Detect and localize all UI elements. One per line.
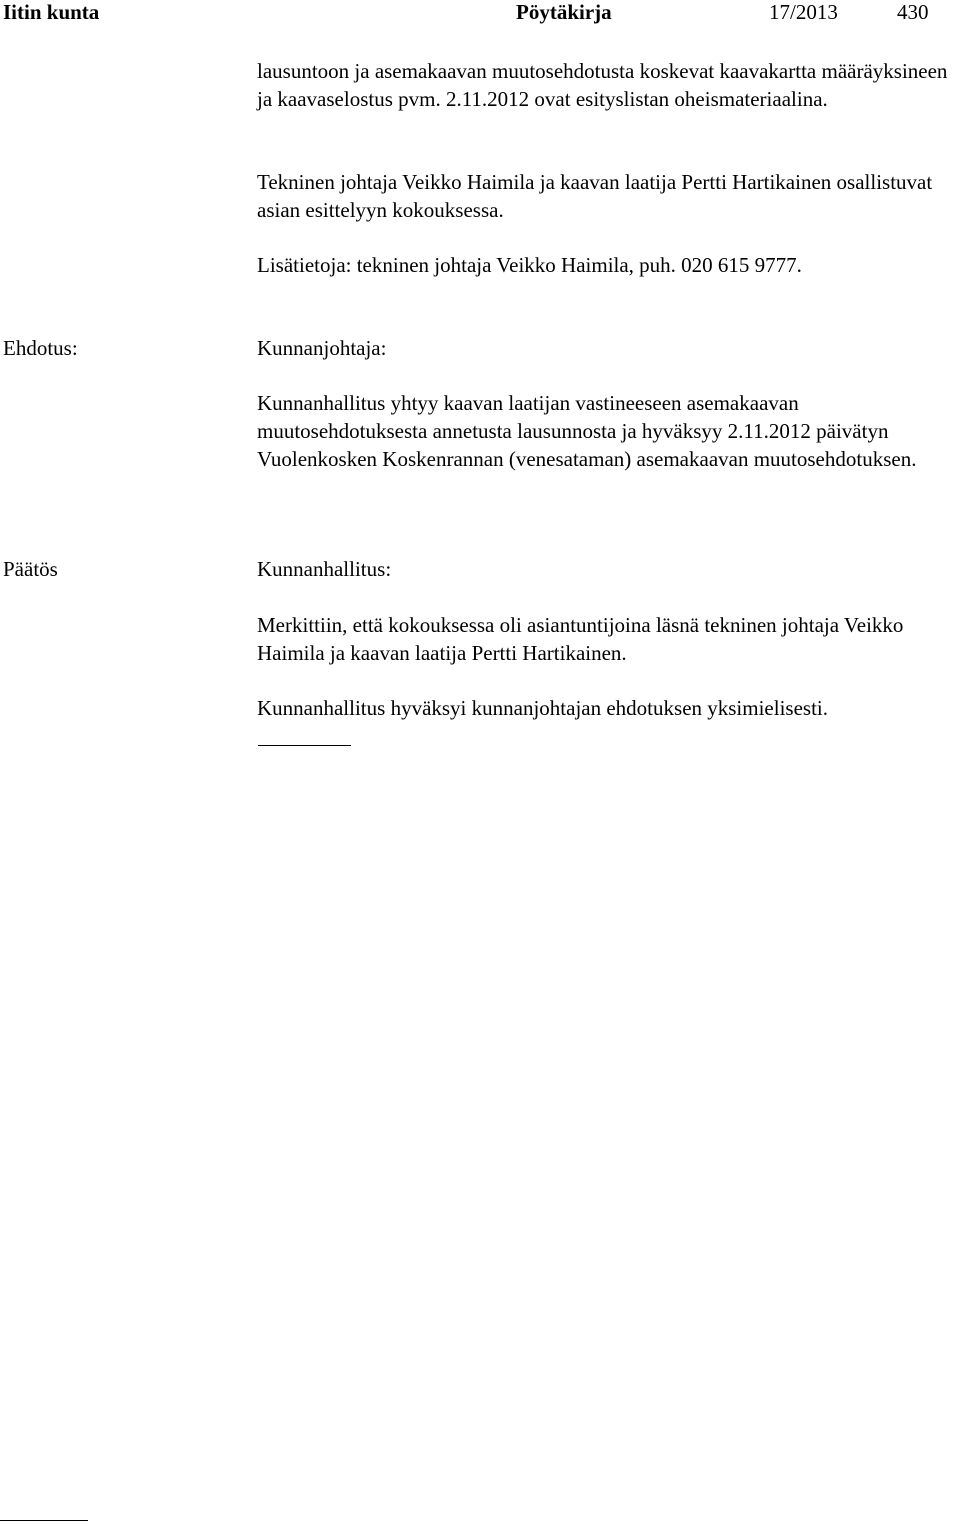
intro-paragraph: Tekninen johtaja Veikko Haimila ja kaavan laatija Pertti Hartikainen osallistuvat asian esittelyyn kokouksessa. (257, 170, 933, 222)
page-number: 430 (897, 0, 929, 24)
proposal-label: Ehdotus: (3, 336, 78, 360)
decision-speaker: Kunnanhallitus: (257, 557, 392, 581)
footnote-rule (0, 1520, 88, 1521)
intro-paragraph: lausuntoon ja asemakaavan muutosehdotusta koskevat kaavakartta määräyksineen ja kaavaselostus pvm. 2.11.2012 ovat esityslistan oheismateriaalina. (257, 59, 948, 111)
decision-paragraph: Kunnanhallitus hyväksyi kunnanjohtajan ehdotuksen yksimielisesti. (257, 696, 829, 720)
intro-paragraph: Lisätietoja: tekninen johtaja Veikko Haimila, puh. 020 615 9777. (257, 253, 802, 277)
meeting-number: 17/2013 (769, 0, 838, 24)
proposal-text: Kunnanhallitus yhtyy kaavan laatijan vastineeseen asemakaavan muutosehdotuksesta annetusta lausunnosta ja hyväksyy 2.11.2012 päivätyn Vuolenkosken Koskenrannan (venesataman) asemakaavan muutosehdotuksen. (257, 391, 917, 471)
section-end-rule (258, 745, 351, 746)
document-type: Pöytäkirja (516, 0, 612, 24)
decision-label: Päätös (3, 557, 58, 581)
municipality-name: Iitin kunta (3, 0, 100, 24)
decision-paragraph: Merkittiin, että kokouksessa oli asiantuntijoina läsnä tekninen johtaja Veikko Haimila ja kaavan laatija Pertti Hartikainen. (257, 613, 904, 665)
proposal-speaker: Kunnanjohtaja: (257, 336, 387, 360)
